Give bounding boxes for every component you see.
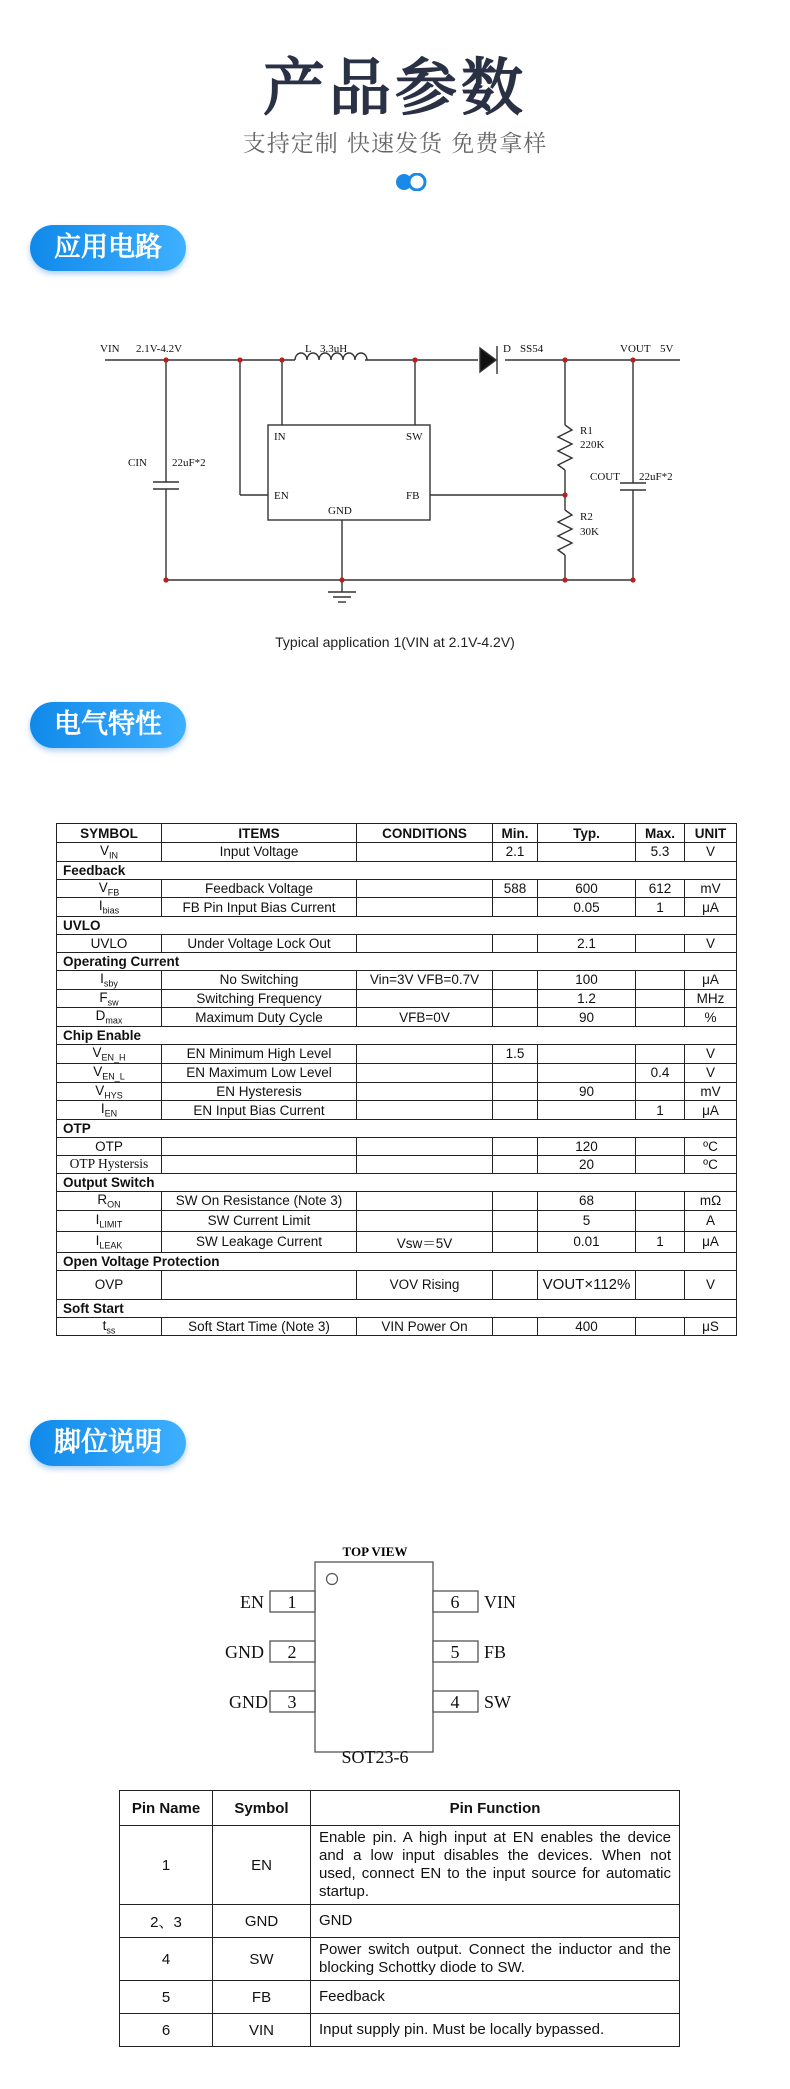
spec-max <box>636 989 685 1008</box>
spec-symbol-subscript: LEAK <box>99 1240 123 1251</box>
spec-header-max: Max. <box>636 824 685 843</box>
spec-max <box>636 1317 685 1336</box>
spec-condition: VIN Power On <box>357 1317 493 1336</box>
spec-typ: 5 <box>538 1210 636 1231</box>
spec-row <box>57 843 737 862</box>
spec-typ: 68 <box>538 1191 636 1210</box>
spec-symbol-main: F <box>99 989 108 1005</box>
spec-group-row <box>57 1119 737 1137</box>
spec-typ <box>538 1101 636 1120</box>
spec-item: Under Voltage Lock Out <box>162 935 357 953</box>
spec-symbol-subscript: EN <box>104 1108 118 1119</box>
spec-group-label: Open Voltage Protection <box>57 1252 737 1270</box>
pin-row <box>120 2014 680 2047</box>
spec-condition <box>357 898 493 917</box>
spec-header-row <box>57 824 737 843</box>
spec-max: 1 <box>636 898 685 917</box>
circuit-caption: Typical application 1(VIN at 2.1V-4.2V) <box>275 634 515 650</box>
spec-min <box>493 1008 538 1027</box>
spec-unit: μA <box>685 1231 737 1252</box>
page-subtitle: 支持定制 快速发货 免费拿样 <box>242 131 548 157</box>
pin-table-header-row <box>120 1791 680 1826</box>
spec-symbol <box>57 1191 162 1210</box>
spec-max <box>636 1008 685 1027</box>
pin-header-function: Pin Function <box>311 1791 680 1826</box>
spec-typ <box>538 1045 636 1064</box>
circuit-label-inductor: L <box>305 343 312 355</box>
spec-item: Maximum Duty Cycle <box>162 1008 357 1027</box>
spec-symbol-subscript: FB <box>107 887 120 898</box>
spec-item: SW On Resistance (Note 3) <box>162 1191 357 1210</box>
spec-symbol <box>57 935 162 953</box>
spec-symbol-main: I <box>95 1232 100 1248</box>
spec-item: EN Minimum High Level <box>162 1045 357 1064</box>
spec-min: 1.5 <box>493 1045 538 1064</box>
spec-max <box>636 1082 685 1101</box>
spec-symbol <box>57 1008 162 1027</box>
circuit-label-cout-value: 22uF*2 <box>639 471 673 483</box>
spec-min <box>493 1155 538 1173</box>
spec-symbol <box>57 1063 162 1082</box>
spec-symbol-main: V <box>92 1045 102 1061</box>
spec-max <box>636 935 685 953</box>
spec-group-row <box>57 1027 737 1045</box>
pin-symbol: EN <box>213 1826 311 1905</box>
pin-number: 5 <box>120 1981 213 2014</box>
spec-symbol-subscript: sw <box>107 997 119 1008</box>
spec-min <box>493 1317 538 1336</box>
spec-condition: VOV Rising <box>357 1270 493 1299</box>
spec-symbol <box>57 1101 162 1120</box>
circuit-label-inductor-value: 3.3uH <box>320 343 348 355</box>
spec-unit: μA <box>685 1101 737 1120</box>
pin-number-right-5: 5 <box>450 1642 460 1662</box>
top-view-label: TOP VIEW <box>342 1544 408 1559</box>
spec-condition <box>357 1045 493 1064</box>
spec-symbol-main: I <box>95 1211 100 1227</box>
circuit-label-diode-part: SS54 <box>520 343 544 355</box>
pin-header-pin-name: Pin Name <box>120 1791 213 1826</box>
ic-pin-gnd: GND <box>328 505 352 517</box>
spec-min <box>493 1191 538 1210</box>
ic-pin-en: EN <box>274 490 289 502</box>
spec-symbol <box>57 1137 162 1155</box>
spec-row <box>57 1191 737 1210</box>
spec-symbol-subscript: LIMIT <box>99 1219 123 1230</box>
circuit-label-vout-value: 5V <box>660 343 674 355</box>
dots-indicator-icon <box>395 173 429 191</box>
pin-row <box>120 1938 680 1981</box>
spec-symbol <box>57 879 162 898</box>
spec-unit: μS <box>685 1317 737 1336</box>
spec-item: SW Leakage Current <box>162 1231 357 1252</box>
pin-label-right-4: SW <box>484 1692 511 1712</box>
circuit-label-cin-value: 22uF*2 <box>172 457 206 469</box>
spec-header-typ: Typ. <box>538 824 636 843</box>
spec-symbol-main: V <box>99 843 109 858</box>
pin-label-left-2: GND <box>225 1642 264 1662</box>
section-pin-description: 脚位说明 <box>30 1420 186 1466</box>
pin-number-right-6: 6 <box>450 1592 460 1612</box>
ic-pin-sw: SW <box>406 431 423 443</box>
spec-row <box>57 879 737 898</box>
spec-unit: % <box>685 1008 737 1027</box>
pin-number-left-2: 2 <box>287 1642 297 1662</box>
spec-item: FB Pin Input Bias Current <box>162 898 357 917</box>
spec-row <box>57 1317 737 1336</box>
spec-typ: 400 <box>538 1317 636 1336</box>
spec-max: 1 <box>636 1101 685 1120</box>
spec-row <box>57 1082 737 1101</box>
spec-max <box>636 1191 685 1210</box>
pin-number: 6 <box>120 2014 213 2047</box>
spec-symbol-subscript: EN_H <box>101 1052 126 1063</box>
spec-max <box>636 1137 685 1155</box>
spec-min <box>493 989 538 1008</box>
spec-symbol-subscript: EN_L <box>102 1071 125 1082</box>
spec-condition <box>357 879 493 898</box>
spec-row <box>57 1270 737 1299</box>
spec-symbol <box>57 989 162 1008</box>
spec-group-label: Operating Current <box>57 953 737 971</box>
circuit-label-r1: R1 <box>580 425 593 437</box>
spec-item <box>162 1270 357 1299</box>
spec-min <box>493 1082 538 1101</box>
circuit-label-cin: CIN <box>128 457 147 469</box>
spec-item: Input Voltage <box>162 843 357 862</box>
spec-item: EN Input Bias Current <box>162 1101 357 1120</box>
spec-header-items: ITEMS <box>162 824 357 843</box>
spec-symbol-subscript: IN <box>109 850 118 861</box>
pin-label-right-6: VIN <box>484 1592 516 1612</box>
spec-row <box>57 971 737 990</box>
spec-symbol <box>57 1210 162 1231</box>
spec-row <box>57 1155 737 1173</box>
pin-number: 4 <box>120 1938 213 1981</box>
page-title: 产品参数 <box>262 51 527 124</box>
spec-group-row <box>57 861 737 879</box>
spec-symbol-main: I <box>98 898 103 914</box>
spec-symbol <box>57 1045 162 1064</box>
spec-symbol <box>57 843 162 862</box>
application-circuit-diagram <box>0 330 790 620</box>
section-electrical-characteristics: 电气特性 <box>30 702 186 748</box>
spec-max: 5.3 <box>636 843 685 862</box>
spec-unit: A <box>685 1210 737 1231</box>
spec-group-label: UVLO <box>57 917 737 935</box>
spec-condition <box>357 935 493 953</box>
spec-min: 588 <box>493 879 538 898</box>
spec-item: EN Maximum Low Level <box>162 1063 357 1082</box>
spec-typ <box>538 843 636 862</box>
sot23-6-package-diagram <box>0 1540 790 1780</box>
spec-min <box>493 971 538 990</box>
circuit-label-r2-value: 30K <box>580 526 599 538</box>
spec-group-row <box>57 1173 737 1191</box>
spec-symbol-main: I <box>100 1101 105 1117</box>
spec-condition <box>357 1137 493 1155</box>
ic-pin-in: IN <box>274 431 286 443</box>
spec-condition <box>357 1082 493 1101</box>
spec-typ: 2.1 <box>538 935 636 953</box>
spec-group-row <box>57 917 737 935</box>
spec-typ: 20 <box>538 1155 636 1173</box>
spec-min <box>493 898 538 917</box>
spec-min <box>493 1063 538 1082</box>
spec-symbol-main: R <box>97 1191 108 1207</box>
spec-row <box>57 989 737 1008</box>
spec-symbol-main: t <box>102 1317 107 1333</box>
spec-condition <box>357 989 493 1008</box>
electrical-spec-table <box>56 823 737 1336</box>
spec-item <box>162 1137 357 1155</box>
spec-group-label: OTP <box>57 1119 737 1137</box>
spec-header-min: Min. <box>493 824 538 843</box>
spec-unit: V <box>685 1270 737 1299</box>
spec-symbol <box>57 1155 162 1173</box>
pin-function: Enable pin. A high input at EN enables the device and a low input disables the devices. When not used, connect EN to the input source for automatic startup. <box>311 1826 680 1905</box>
spec-max: 612 <box>636 879 685 898</box>
spec-max: 1 <box>636 1231 685 1252</box>
circuit-label-vin-range: 2.1V-4.2V <box>136 343 183 355</box>
spec-row <box>57 898 737 917</box>
spec-symbol-subscript: ss <box>106 1325 116 1336</box>
spec-unit: V <box>685 935 737 953</box>
spec-min <box>493 1270 538 1299</box>
spec-min <box>493 1210 538 1231</box>
spec-header-unit: UNIT <box>685 824 737 843</box>
spec-item: Feedback Voltage <box>162 879 357 898</box>
spec-item: Switching Frequency <box>162 989 357 1008</box>
pin-number: 1 <box>120 1826 213 1905</box>
spec-min <box>493 1101 538 1120</box>
spec-condition <box>357 843 493 862</box>
spec-unit: MHz <box>685 989 737 1008</box>
spec-item: SW Current Limit <box>162 1210 357 1231</box>
pin-header-symbol: Symbol <box>213 1791 311 1826</box>
spec-max: 0.4 <box>636 1063 685 1082</box>
pin-symbol: FB <box>213 1981 311 2014</box>
spec-symbol-main: V <box>93 1063 103 1079</box>
spec-symbol-main: OVP <box>94 1277 124 1293</box>
spec-typ: 120 <box>538 1137 636 1155</box>
spec-header-symbol: SYMBOL <box>57 824 162 843</box>
spec-group-label: Output Switch <box>57 1173 737 1191</box>
spec-typ: 600 <box>538 879 636 898</box>
pin-symbol: SW <box>213 1938 311 1981</box>
pin-number-right-4: 4 <box>450 1692 460 1712</box>
pin-symbol: GND <box>213 1905 311 1938</box>
pin-function: Feedback <box>311 1981 680 2014</box>
spec-condition <box>357 1210 493 1231</box>
spec-header-conditions: CONDITIONS <box>357 824 493 843</box>
spec-symbol-subscript: ON <box>107 1199 121 1210</box>
spec-group-row <box>57 1252 737 1270</box>
spec-unit: V <box>685 1045 737 1064</box>
spec-group-label: Soft Start <box>57 1299 737 1317</box>
pin-label-right-5: FB <box>484 1642 507 1662</box>
spec-condition <box>357 1101 493 1120</box>
package-name-label: SOT23-6 <box>341 1747 409 1767</box>
spec-unit: mV <box>685 1082 737 1101</box>
circuit-label-cout: COUT <box>590 471 620 483</box>
spec-group-row <box>57 1299 737 1317</box>
circuit-label-diode: D <box>503 343 511 355</box>
spec-condition: VFB=0V <box>357 1008 493 1027</box>
spec-symbol-main: D <box>95 1008 106 1024</box>
section-application-circuit: 应用电路 <box>30 225 186 271</box>
spec-unit: μA <box>685 898 737 917</box>
spec-max <box>636 1155 685 1173</box>
spec-row <box>57 1137 737 1155</box>
spec-typ: 90 <box>538 1082 636 1101</box>
spec-unit: μA <box>685 971 737 990</box>
circuit-label-vout: VOUT <box>620 343 651 355</box>
spec-symbol-main: V <box>95 1082 105 1098</box>
spec-item <box>162 1155 357 1173</box>
pin-row <box>120 1981 680 2014</box>
spec-row <box>57 1210 737 1231</box>
spec-group-label: Chip Enable <box>57 1027 737 1045</box>
spec-max <box>636 971 685 990</box>
spec-typ: VOUT×112% <box>538 1270 636 1299</box>
pin-number-left-1: 1 <box>287 1592 297 1612</box>
spec-min <box>493 935 538 953</box>
spec-row <box>57 935 737 953</box>
spec-typ <box>538 1063 636 1082</box>
spec-condition: Vin=3V VFB=0.7V <box>357 971 493 990</box>
spec-symbol-main: OTP <box>95 1138 123 1154</box>
spec-row <box>57 1231 737 1252</box>
spec-symbol-main: UVLO <box>90 936 128 952</box>
spec-symbol <box>57 971 162 990</box>
spec-unit: mΩ <box>685 1191 737 1210</box>
spec-max <box>636 1270 685 1299</box>
spec-condition <box>357 1155 493 1173</box>
pin-function: Power switch output. Connect the inductor and the blocking Schottky diode to SW. <box>311 1938 680 1981</box>
spec-symbol-main: OTP Hystersis <box>69 1156 149 1172</box>
spec-typ: 100 <box>538 971 636 990</box>
spec-typ: 0.01 <box>538 1231 636 1252</box>
spec-symbol-subscript: sby <box>103 978 118 989</box>
spec-unit: V <box>685 843 737 862</box>
circuit-label-vin: VIN <box>100 343 120 355</box>
spec-condition <box>357 1191 493 1210</box>
pin-row <box>120 1826 680 1905</box>
circuit-label-r2: R2 <box>580 511 593 523</box>
spec-item: Soft Start Time (Note 3) <box>162 1317 357 1336</box>
spec-symbol <box>57 1270 162 1299</box>
pin-number-left-3: 3 <box>287 1692 297 1712</box>
pin-function-table <box>119 1790 680 2047</box>
pin-symbol: VIN <box>213 2014 311 2047</box>
spec-max <box>636 1045 685 1064</box>
spec-min <box>493 1231 538 1252</box>
spec-symbol <box>57 1231 162 1252</box>
spec-typ: 1.2 <box>538 989 636 1008</box>
spec-item: No Switching <box>162 971 357 990</box>
pin-row <box>120 1905 680 1938</box>
spec-unit: V <box>685 1063 737 1082</box>
pin-number: 2、3 <box>120 1905 213 1938</box>
spec-symbol-subscript: bias <box>102 906 120 917</box>
spec-item: EN Hysteresis <box>162 1082 357 1101</box>
spec-typ: 0.05 <box>538 898 636 917</box>
spec-condition: Vsw＝5V <box>357 1231 493 1252</box>
spec-symbol <box>57 898 162 917</box>
spec-group-row <box>57 953 737 971</box>
spec-symbol-main: I <box>100 971 104 987</box>
pin-function: GND <box>311 1905 680 1938</box>
spec-row <box>57 1101 737 1120</box>
spec-row <box>57 1045 737 1064</box>
spec-typ: 90 <box>538 1008 636 1027</box>
spec-unit: ºC <box>685 1155 737 1173</box>
spec-symbol-subscript: HYS <box>104 1090 123 1101</box>
spec-max <box>636 1210 685 1231</box>
circuit-label-r1-value: 220K <box>580 439 605 451</box>
spec-min: 2.1 <box>493 843 538 862</box>
spec-symbol-subscript: max <box>105 1016 123 1027</box>
pin-label-left-3: GND <box>229 1692 268 1712</box>
spec-row <box>57 1063 737 1082</box>
spec-unit: mV <box>685 879 737 898</box>
pin-label-left-1: EN <box>240 1592 264 1612</box>
spec-symbol <box>57 1317 162 1336</box>
spec-group-label: Feedback <box>57 861 737 879</box>
spec-symbol-main: V <box>98 879 108 895</box>
ic-pin-fb: FB <box>406 490 420 502</box>
spec-row <box>57 1008 737 1027</box>
spec-symbol <box>57 1082 162 1101</box>
spec-condition <box>357 1063 493 1082</box>
spec-min <box>493 1137 538 1155</box>
spec-unit: ºC <box>685 1137 737 1155</box>
pin-function: Input supply pin. Must be locally bypassed. <box>311 2014 680 2047</box>
